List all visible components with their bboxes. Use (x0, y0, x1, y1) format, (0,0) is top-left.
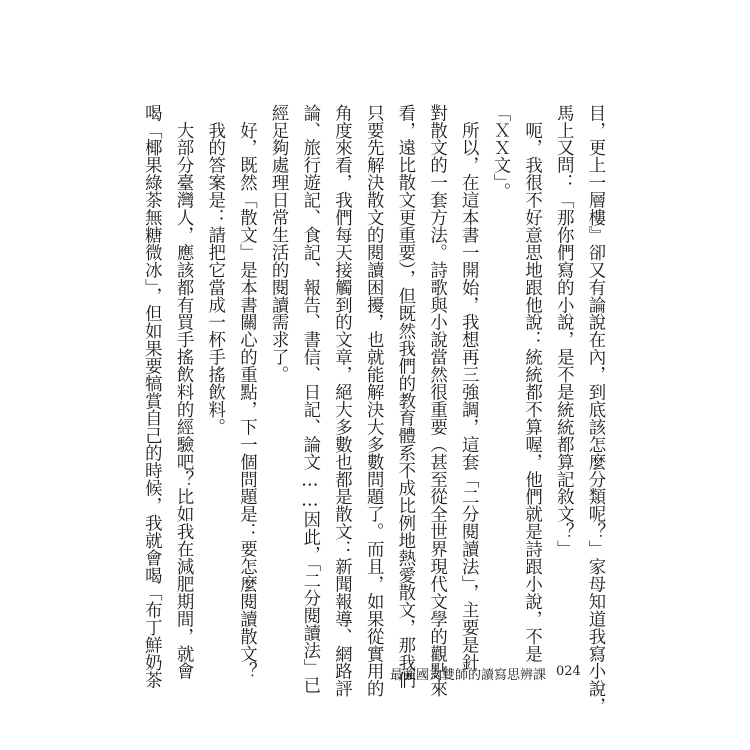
text-column: 經足夠處理日常生活的閱讀需求了。 (268, 104, 289, 384)
text-column: 好，既然「散文」是本書關心的重點，下一個問題是：要怎麼閱讀散文？ (236, 104, 257, 680)
text-column: 我的答案是：請把它當成一杯手搖飲料。 (204, 104, 225, 436)
text-column: 只要先解決散文的閱讀困擾，也就能解決大多數問題了。而且，如果從實用的 (363, 104, 384, 698)
text-column: 所以，在這本書一開始，我想再三強調，這套「二分閱讀法」，主要是針 (458, 104, 479, 672)
text-column: 呃，我很不好意思地跟他說：統統都不算喔，他們就是詩跟小說，不是 (521, 104, 542, 663)
text-column: 論、旅行遊記、食記、報告、書信、日記、論文……因此，「二分閱讀法」已 (299, 104, 320, 694)
text-column: 看，遠比散文更重要），但既然我們的教育體系不成比例地熱愛散文，那我們 (394, 104, 415, 689)
text-column: 目，更上一層樓』卻又有論說在內，到底該怎麼分類呢？」家母知道我寫小說， (585, 104, 605, 715)
text-column: 馬上又問：「那你們寫的小說，是不是統統都算記敘文？」 (553, 104, 574, 558)
page-number: 024 (556, 664, 581, 679)
running-footer-title: 最強國文雙師的讀寫思辨課 (390, 668, 547, 683)
text-column: 大部分臺灣人，應該都有買手搖飲料的經驗吧？比如我在減肥期間，就會 (173, 104, 194, 680)
text-column: 喝「椰果綠茶無糖微冰」，但如果要犒賞自己的時候，我就會喝「布丁鮮奶茶 (141, 104, 162, 689)
text-column: 「ＸＸ文」。 (489, 104, 510, 200)
text-column: 對散文的一套方法。詩歌與小說當然很重要（甚至從全世界現代文學的觀點來 (426, 104, 447, 698)
text-column: 角度來看，我們每天接觸到的文章，絕大多數也都是散文：新聞報導、網路評 (331, 104, 352, 698)
